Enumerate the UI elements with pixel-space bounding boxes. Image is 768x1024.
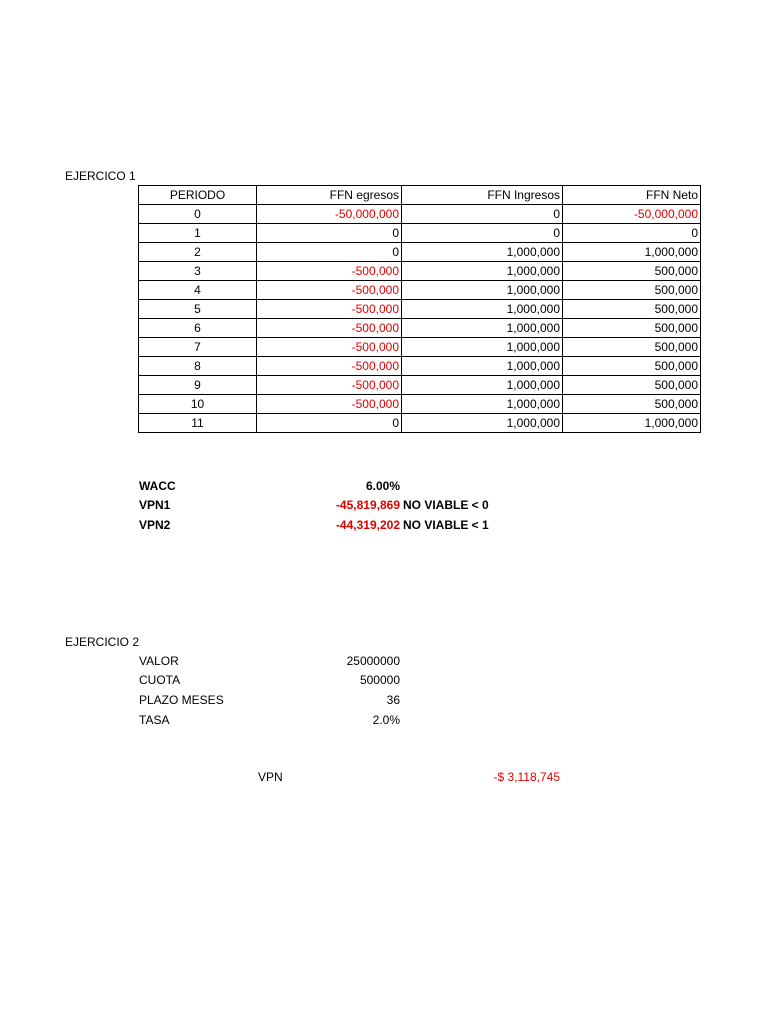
table-cell: 7 bbox=[139, 338, 257, 357]
table-cell: -500,000 bbox=[257, 262, 402, 281]
vpn1-label: VPN1 bbox=[139, 498, 171, 512]
table-cell: 1,000,000 bbox=[402, 376, 563, 395]
table-cell: 0 bbox=[402, 224, 563, 243]
plazo-value: 36 bbox=[386, 693, 400, 707]
table-row bbox=[139, 338, 701, 357]
wacc-value: 6.00% bbox=[365, 479, 400, 493]
table-cell: 1,000,000 bbox=[402, 395, 563, 414]
ejercicio1-title: EJERCICO 1 bbox=[65, 169, 136, 183]
table-row bbox=[139, 262, 701, 281]
table-header-cell: FFN Neto bbox=[563, 186, 701, 205]
table-cell: 1,000,000 bbox=[402, 338, 563, 357]
table-cell: -500,000 bbox=[257, 281, 402, 300]
table-cell: 500,000 bbox=[563, 300, 701, 319]
table-cell: 0 bbox=[402, 205, 563, 224]
table-cell: 0 bbox=[257, 224, 402, 243]
vpn2-label: VPN2 bbox=[139, 518, 171, 532]
table-cell: -50,000,000 bbox=[257, 205, 402, 224]
table-cell: 500,000 bbox=[563, 319, 701, 338]
tasa-label: TASA bbox=[139, 713, 170, 727]
table-cell: 500,000 bbox=[563, 357, 701, 376]
table-row bbox=[139, 224, 701, 243]
cuota-value: 500000 bbox=[359, 673, 400, 687]
table-cell: 11 bbox=[139, 414, 257, 433]
table-cell: 5 bbox=[139, 300, 257, 319]
vpn2-note: NO VIABLE < 1 bbox=[403, 518, 489, 532]
table-cell: -500,000 bbox=[257, 376, 402, 395]
vpn-label: VPN bbox=[258, 770, 283, 784]
ejercicio2-title: EJERCICIO 2 bbox=[65, 635, 140, 649]
table-header-cell: FFN egresos bbox=[257, 186, 402, 205]
vpn2-value: -44,319,202 bbox=[335, 518, 400, 532]
valor-value: 25000000 bbox=[346, 654, 400, 668]
table-cell: 1,000,000 bbox=[402, 300, 563, 319]
table-header-cell: FFN Ingresos bbox=[402, 186, 563, 205]
table-row bbox=[139, 414, 701, 433]
table-cell: 4 bbox=[139, 281, 257, 300]
valor-label: VALOR bbox=[139, 654, 179, 668]
table-cell: 1 bbox=[139, 224, 257, 243]
cuota-label: CUOTA bbox=[139, 673, 181, 687]
table-cell: 500,000 bbox=[563, 262, 701, 281]
table-row bbox=[139, 376, 701, 395]
tasa-value: 2.0% bbox=[372, 713, 400, 727]
vpn-value: -$ 3,118,745 bbox=[493, 770, 560, 784]
table-header-row bbox=[139, 186, 701, 205]
table-cell: 0 bbox=[257, 414, 402, 433]
table-cell: 6 bbox=[139, 319, 257, 338]
table-row bbox=[139, 300, 701, 319]
table-cell: 500,000 bbox=[563, 281, 701, 300]
table-cell: 2 bbox=[139, 243, 257, 262]
table-cell: -500,000 bbox=[257, 300, 402, 319]
table-cell: 10 bbox=[139, 395, 257, 414]
table-row bbox=[139, 281, 701, 300]
table-cell: 0 bbox=[139, 205, 257, 224]
cashflow-table bbox=[138, 185, 701, 433]
table-header-cell: PERIODO bbox=[139, 186, 257, 205]
table-cell: 0 bbox=[257, 243, 402, 262]
table-cell: 1,000,000 bbox=[402, 357, 563, 376]
table-cell: 500,000 bbox=[563, 395, 701, 414]
table-cell: 8 bbox=[139, 357, 257, 376]
table-cell: 500,000 bbox=[563, 338, 701, 357]
table-row bbox=[139, 243, 701, 262]
table-row bbox=[139, 205, 701, 224]
plazo-label: PLAZO MESES bbox=[139, 693, 224, 707]
table-cell: -500,000 bbox=[257, 338, 402, 357]
table-cell: -50,000,000 bbox=[563, 205, 701, 224]
table-cell: 9 bbox=[139, 376, 257, 395]
table-cell: -500,000 bbox=[257, 357, 402, 376]
vpn1-value: -45,819,869 bbox=[335, 498, 400, 512]
table-row bbox=[139, 395, 701, 414]
vpn1-note: NO VIABLE < 0 bbox=[403, 498, 489, 512]
table-cell: 3 bbox=[139, 262, 257, 281]
table-cell: 0 bbox=[563, 224, 701, 243]
table-cell: 1,000,000 bbox=[402, 319, 563, 338]
table-cell: 1,000,000 bbox=[563, 243, 701, 262]
wacc-label: WACC bbox=[139, 479, 176, 493]
table-cell: 1,000,000 bbox=[402, 243, 563, 262]
table-cell: -500,000 bbox=[257, 319, 402, 338]
table-cell: 1,000,000 bbox=[402, 414, 563, 433]
table-row bbox=[139, 319, 701, 338]
table-cell: 500,000 bbox=[563, 376, 701, 395]
table-cell: 1,000,000 bbox=[402, 262, 563, 281]
table-row bbox=[139, 357, 701, 376]
table-cell: 1,000,000 bbox=[402, 281, 563, 300]
table-cell: -500,000 bbox=[257, 395, 402, 414]
table-cell: 1,000,000 bbox=[563, 414, 701, 433]
